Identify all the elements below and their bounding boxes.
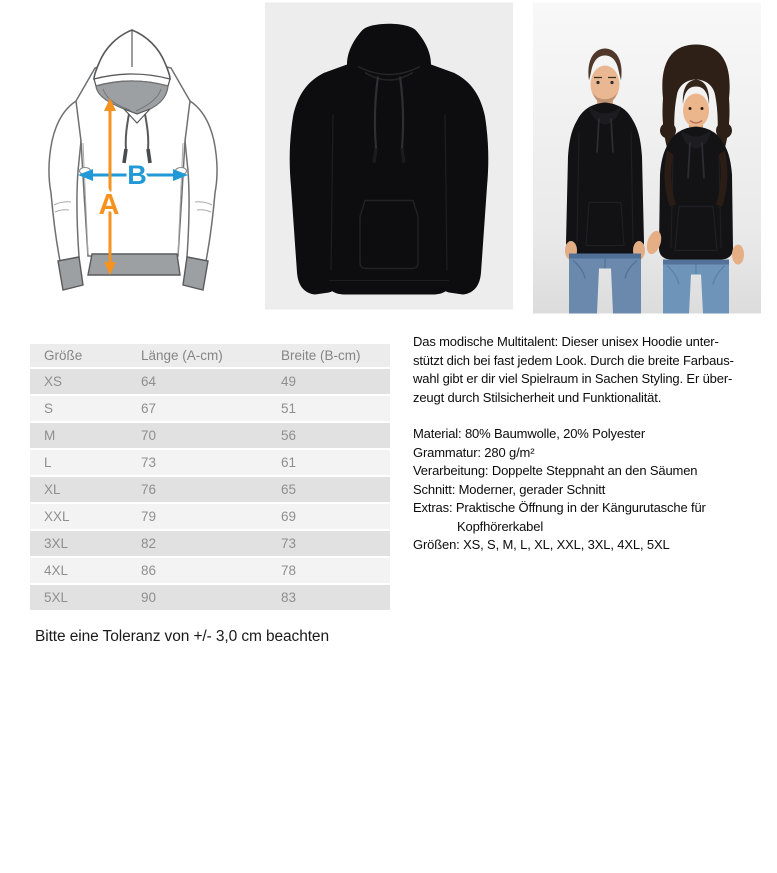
length-cell: 76 (141, 482, 157, 497)
spec-groessen: Größen: XS, S, M, L, XL, XXL, 3XL, 4XL, 5XL (413, 537, 670, 552)
length-cell: 82 (141, 536, 157, 551)
size-cell: M (44, 428, 56, 443)
size-cell: 4XL (44, 563, 69, 578)
spec-extras-continued: Kopfhörerkabel (457, 518, 544, 534)
description-line: wahl gibt er dir viel Spielraum in Sachen Styling. Er über- (413, 371, 733, 386)
size-table (30, 344, 390, 612)
hoodie-line-drawing (28, 12, 238, 304)
measure-label-b: B (127, 160, 147, 190)
length-cell: 70 (141, 428, 157, 443)
product-description (413, 333, 777, 555)
width-cell: 69 (281, 509, 297, 524)
column-header-length: Länge (A-cm) (141, 348, 223, 363)
models-illustration (533, 2, 761, 314)
spec-grammatur: Grammatur: 280 g/m² (413, 444, 535, 460)
tolerance-note: Bitte eine Toleranz von +/- 3,0 cm beachten (35, 628, 329, 645)
black-hoodie-front-illustration (265, 2, 513, 310)
models-photo (533, 2, 761, 314)
column-header-width: Breite (B-cm) (281, 348, 361, 363)
spec-extras: Extras: Praktische Öffnung in der Kängurutasche für (413, 500, 706, 515)
length-cell: 86 (141, 563, 157, 578)
size-cell: 3XL (44, 536, 69, 551)
product-photo (265, 2, 513, 310)
spec-material: Material: 80% Baumwolle, 20% Polyester (413, 426, 646, 441)
width-cell: 78 (281, 563, 297, 578)
length-cell: 90 (141, 590, 157, 605)
table-row (30, 450, 390, 475)
length-cell: 73 (141, 455, 157, 470)
table-row (30, 477, 390, 502)
spec-schnitt: Schnitt: Moderner, gerader Schnitt (413, 481, 606, 497)
width-cell: 65 (281, 482, 297, 497)
length-cell: 67 (141, 401, 157, 416)
size-cell: XXL (44, 509, 70, 524)
size-table-header (30, 344, 390, 367)
size-cell: XS (44, 374, 63, 389)
width-cell: 73 (281, 536, 297, 551)
length-cell: 79 (141, 509, 157, 524)
table-row (30, 369, 390, 394)
width-cell: 49 (281, 374, 297, 389)
column-header-size: Größe (44, 348, 83, 363)
table-row (30, 423, 390, 448)
size-cell: 5XL (44, 590, 69, 605)
size-diagram-image (28, 12, 238, 304)
width-cell: 56 (281, 428, 297, 443)
size-cell: XL (44, 482, 61, 497)
spec-verarbeitung: Verarbeitung: Doppelte Steppnaht an den Säumen (413, 463, 698, 478)
width-cell: 51 (281, 401, 297, 416)
size-cell: L (44, 455, 52, 470)
measure-label-a: A (98, 189, 120, 221)
size-cell: S (44, 401, 54, 416)
length-cell: 64 (141, 374, 157, 389)
table-row (30, 558, 390, 583)
table-row (30, 585, 390, 610)
width-cell: 83 (281, 590, 297, 605)
table-row (30, 531, 390, 556)
description-line: zeugt durch Stilsicherheit und Funktionalität. (413, 389, 662, 405)
description-line: stützt dich bei fast jedem Look. Durch die breite Farbaus- (413, 352, 734, 368)
table-row (30, 504, 390, 529)
width-cell: 61 (281, 455, 297, 470)
description-line: Das modische Multitalent: Dieser unisex Hoodie unter- (413, 334, 719, 349)
table-row (30, 396, 390, 421)
